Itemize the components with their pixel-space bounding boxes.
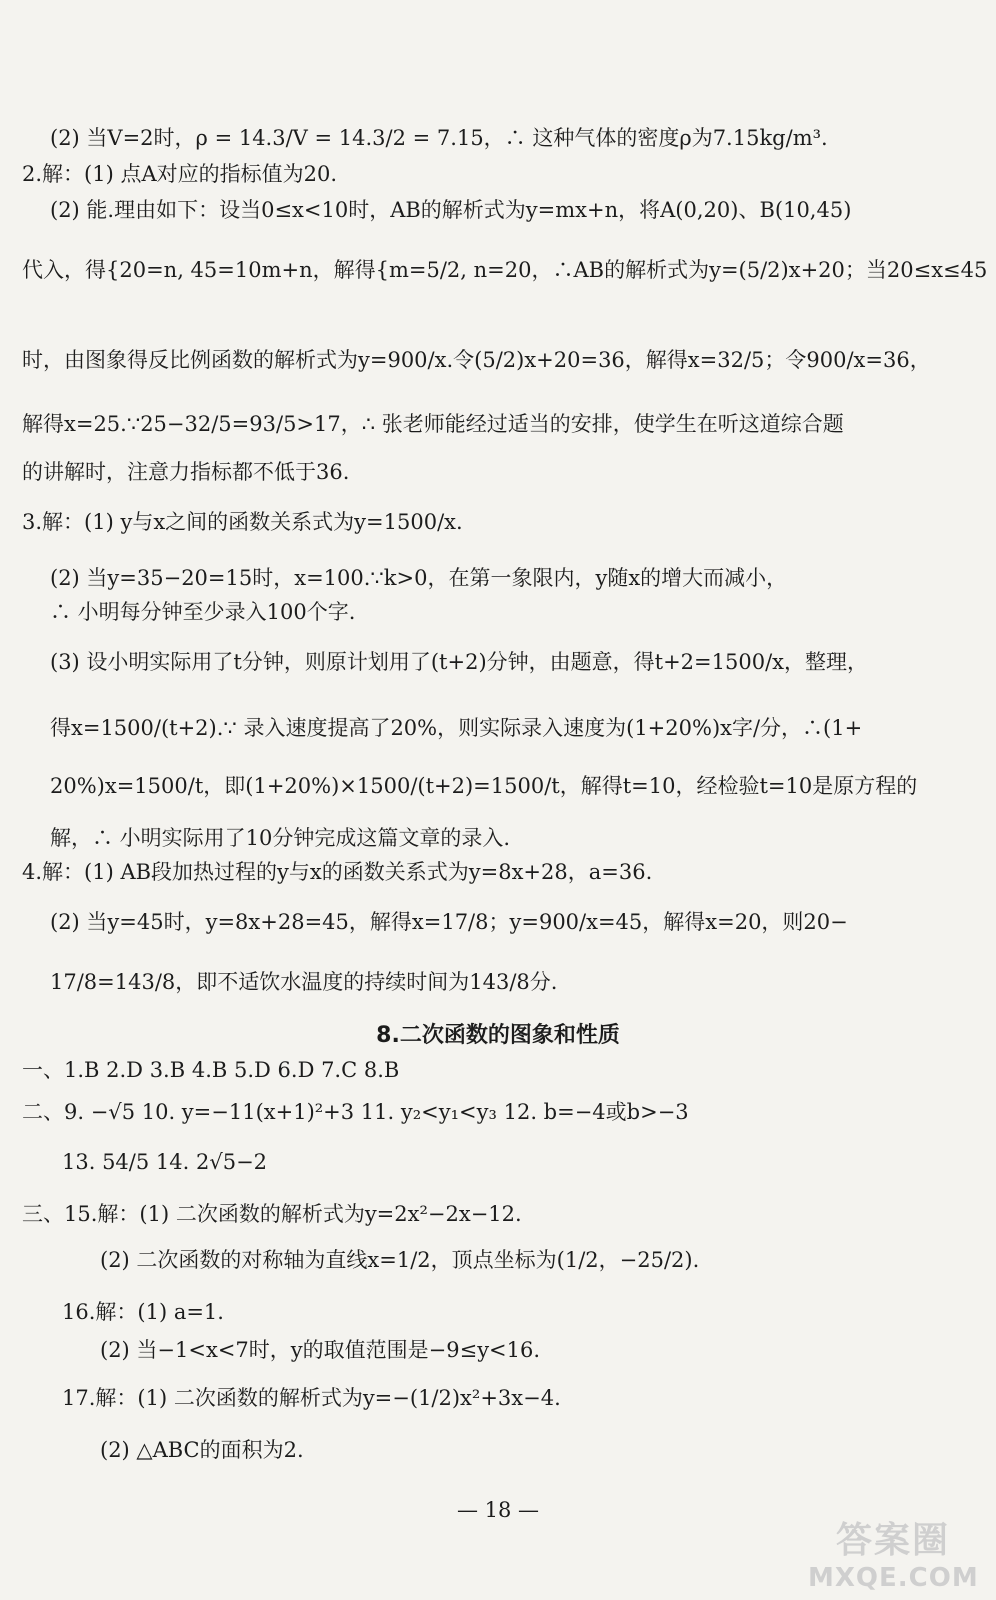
text-line: (2) 当y=45时，y=8x+28=45，解得x=17/8；y=900/x=45，解得x=20，则20−: [50, 910, 848, 934]
text-line: 二、9. −√5 10. y=−11(x+1)²+3 11. y₂<y₁<y₃ 12. b=−4或b>−3: [22, 1100, 689, 1124]
text-line: (3) 设小明实际用了t分钟，则原计划用了(t+2)分钟，由题意，得t+2=1500/x，整理，: [50, 650, 868, 674]
text-line: 的讲解时，注意力指标都不低于36.: [22, 460, 350, 484]
text-line: 代入，得{20=n, 45=10m+n，解得{m=5/2, n=20，∴AB的解析式为y=(5/2)x+20；当20≤x≤45: [22, 258, 988, 282]
text-line: 解，∴ 小明实际用了10分钟完成这篇文章的录入.: [50, 826, 511, 850]
text-line: 3.解：(1) y与x之间的函数关系式为y=1500/x.: [22, 510, 463, 534]
text-line: 解得x=25.∵25−32/5=93/5>17，∴ 张老师能经过适当的安排，使学生在听这道综合题: [22, 412, 844, 436]
watermark-logo: [808, 1512, 978, 1593]
page-number: — 18 —: [456, 1498, 540, 1522]
text-line: 4.解：(1) AB段加热过程的y与x的函数关系式为y=8x+28，a=36.: [22, 860, 653, 884]
text-line: 13. 54/5 14. 2√5−2: [62, 1150, 268, 1174]
watermark-url: MXQE.COM: [808, 1563, 979, 1593]
text-line: (2) △ABC的面积为2.: [100, 1438, 304, 1462]
text-line: 20%)x=1500/t，即(1+20%)×1500/(t+2)=1500/t，解得t=10，经检验t=10是原方程的: [50, 774, 918, 798]
text-line: 三、15.解：(1) 二次函数的解析式为y=2x²−2x−12.: [22, 1202, 522, 1226]
text-line: 16.解：(1) a=1.: [62, 1300, 224, 1324]
text-line: 17/8=143/8，即不适饮水温度的持续时间为143/8分.: [50, 970, 558, 994]
text-line: ∴ 小明每分钟至少录入100个字.: [50, 600, 356, 624]
text-line: (2) 当V=2时，ρ = 14.3/V = 14.3/2 = 7.15，∴ 这种气体的密度ρ为7.15kg/m³.: [50, 126, 828, 150]
text-line: 一、1.B 2.D 3.B 4.B 5.D 6.D 7.C 8.B: [22, 1058, 400, 1082]
text-line: 2.解：(1) 点A对应的指标值为20.: [22, 162, 338, 186]
text-line: (2) 当y=35−20=15时，x=100.∵k>0，在第一象限内，y随x的增大而减小，: [50, 566, 788, 590]
text-line: 得x=1500/(t+2).∵ 录入速度提高了20%，则实际录入速度为(1+20%)x字/分，∴(1+: [50, 716, 863, 740]
text-line: 时，由图象得反比例函数的解析式为y=900/x.令(5/2)x+20=36，解得x=32/5；令900/x=36，: [22, 348, 931, 372]
text-line: (2) 当−1<x<7时，y的取值范围是−9≤y<16.: [100, 1338, 541, 1362]
text-line: (2) 二次函数的对称轴为直线x=1/2，顶点坐标为(1/2，−25/2).: [100, 1248, 700, 1272]
section-title: 8.二次函数的图象和性质: [376, 1023, 620, 1048]
watermark-text: 答案圈: [835, 1520, 950, 1561]
text-line: (2) 能.理由如下：设当0≤x<10时，AB的解析式为y=mx+n，将A(0,20)、B(10,45): [50, 198, 852, 222]
text-line: 17.解：(1) 二次函数的解析式为y=−(1/2)x²+3x−4.: [62, 1386, 561, 1410]
